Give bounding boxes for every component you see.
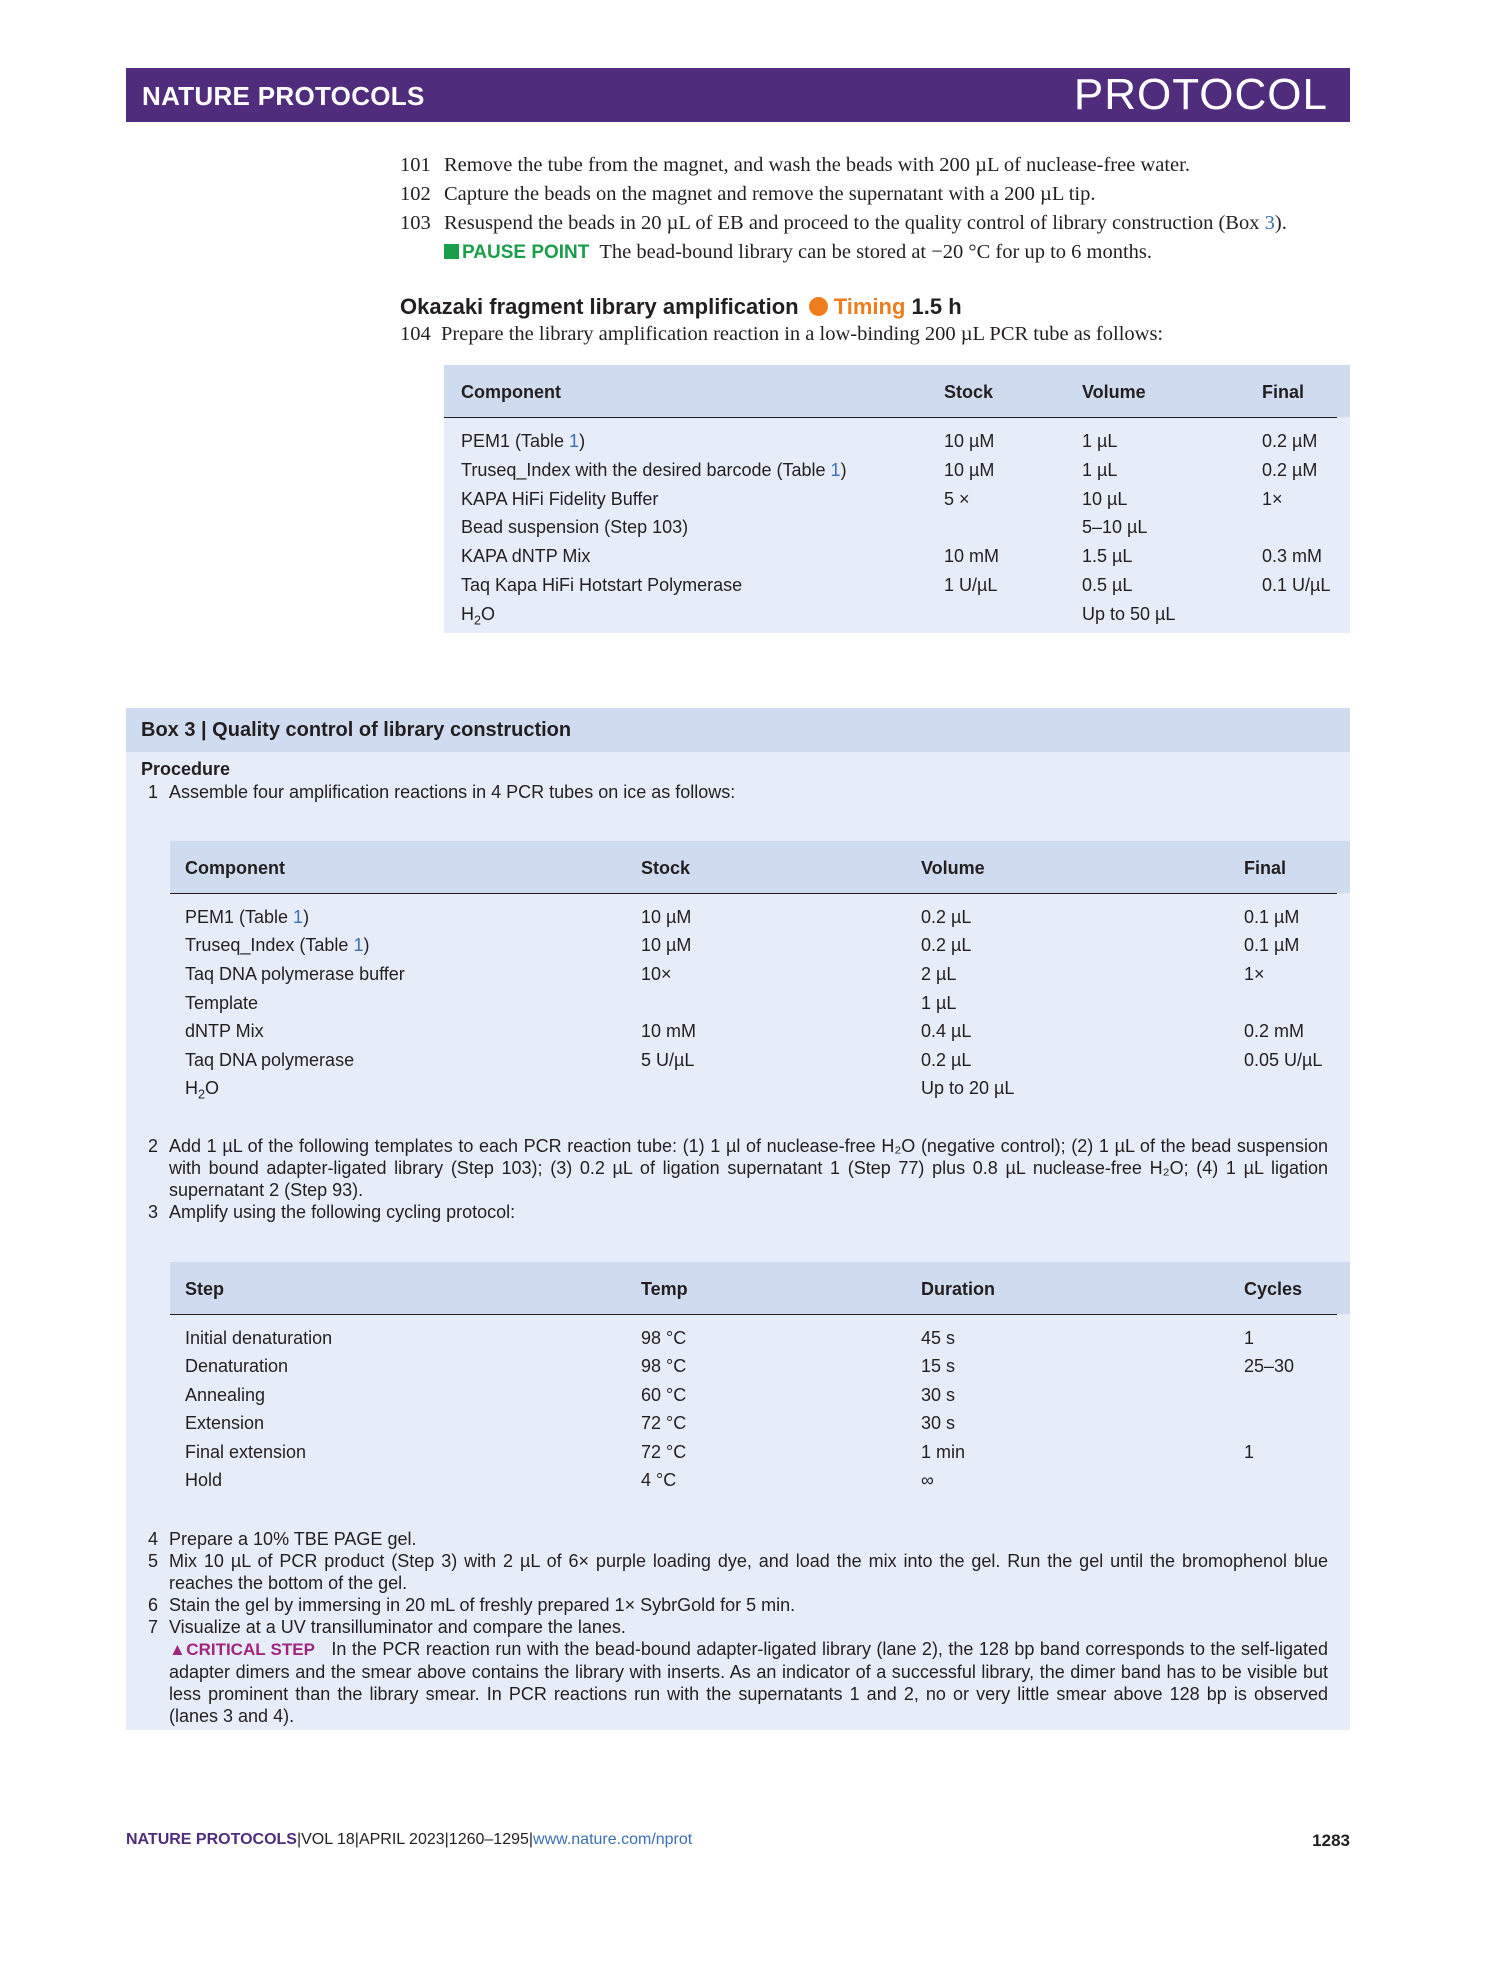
table-header: [444, 365, 1350, 417]
table-cell: 0.1 µM: [1244, 935, 1300, 955]
header-rule: [444, 417, 1337, 418]
table-cell: 1: [1244, 1328, 1255, 1348]
step-number: 102: [400, 183, 431, 205]
pause-point-label: PAUSE POINT: [462, 242, 590, 263]
critical-step: [169, 1638, 1328, 1727]
table-cell: 2 µL: [921, 964, 957, 984]
critical-step-text: In the PCR reaction run with the bead-bound adapter-ligated library (lane 2), the 128 bp band corresponds to the self-ligated adapter dimers and the smear above contains the library with inserts. As an indicator of a successful library, the dimer band has to be visible but less prominent than the library smear. In PCR reactions run with the supernatants 1 and 2, no or very little smear above 128 bp is observed (lanes 3 and 4).: [169, 1639, 1328, 1726]
section-heading: [400, 294, 962, 320]
header-volume: Volume: [921, 858, 985, 878]
step-text: Remove the tube from the magnet, and wash the beads with 200 µL of nuclease-free water.: [444, 154, 1190, 176]
header-stock: Stock: [641, 858, 691, 878]
table-cell: 10 µM: [641, 935, 692, 955]
table-row: Final extension: [185, 1442, 307, 1462]
table-cell: 0.4 µL: [921, 1021, 972, 1041]
step-104: [400, 323, 1163, 346]
box-item-2: [148, 1135, 1328, 1201]
item-text: Amplify using the following cycling protocol:: [169, 1202, 516, 1222]
table-cell: 10 mM: [944, 546, 1000, 566]
header-step: Step: [185, 1279, 225, 1299]
pause-square-icon: [444, 244, 459, 259]
header-final: Final: [1244, 858, 1287, 878]
table-cell: 4 °C: [641, 1470, 677, 1490]
box-item-5: [148, 1550, 1328, 1594]
protocol-steps: [400, 151, 1360, 267]
table-row: Taq DNA polymerase: [185, 1050, 355, 1070]
table-cell: 60 °C: [641, 1385, 687, 1405]
table-row: Bead suspension (Step 103): [461, 517, 689, 537]
table-cell: 1×: [1244, 964, 1265, 984]
table-cell: 5–10 µL: [1082, 517, 1148, 537]
section-title: Okazaki fragment library amplification: [400, 294, 799, 319]
table-cell: 1 µL: [1082, 460, 1118, 480]
table-1-link[interactable]: 1: [569, 431, 580, 451]
item-number: 5: [148, 1551, 159, 1571]
item-text: Visualize at a UV transilluminator and compare the lanes.: [169, 1617, 626, 1637]
table-cell: 0.2 µL: [921, 907, 972, 927]
table-row: Truseq_Index with the desired barcode (Table 1): [461, 460, 847, 480]
table-cell: Up to 20 µL: [921, 1078, 1015, 1098]
footer-pages: 1260–1295: [448, 1831, 529, 1848]
cycling-table: [170, 1262, 1350, 1492]
header-temp: Temp: [641, 1279, 688, 1299]
table-cell: 0.5 µL: [1082, 575, 1133, 595]
step-number: 101: [400, 154, 431, 176]
item-text: Assemble four amplification reactions in 4 PCR tubes on ice as follows:: [169, 782, 736, 802]
header-rule: [170, 893, 1337, 894]
header-volume: Volume: [1082, 382, 1146, 402]
procedure-heading: Procedure: [141, 759, 231, 779]
table-cell: 25–30: [1244, 1356, 1295, 1376]
table-cell: 30 s: [921, 1413, 956, 1433]
table-row: Extension: [185, 1413, 265, 1433]
table-cell: 0.1 µM: [1244, 907, 1300, 927]
table-cell: 5 ×: [944, 489, 970, 509]
table-row: Truseq_Index (Table 1): [185, 935, 370, 955]
table-cell: 10 µM: [641, 907, 692, 927]
box-title: Box 3 | Quality control of library construction: [141, 719, 572, 741]
step-102: [400, 180, 1360, 209]
item-number: 1: [148, 782, 159, 802]
table-header: [170, 841, 1350, 893]
table-cell: 98 °C: [641, 1356, 687, 1376]
table-row: Template: [185, 993, 259, 1013]
step-text-end: ).: [1274, 212, 1287, 234]
header-component: Component: [185, 858, 285, 878]
header-component: Component: [461, 382, 561, 402]
table-cell: 1 µL: [1082, 431, 1118, 451]
table-cell: ∞: [921, 1470, 934, 1490]
header-stock: Stock: [944, 382, 994, 402]
page-footer: NATURE PROTOCOLS|VOL 18|APRIL 2023|1260–1295|www.nature.com/nprot 1283: [126, 1831, 1350, 1850]
table-cell: 0.2 µL: [921, 1050, 972, 1070]
step-101: [400, 151, 1360, 180]
table-cell: 15 s: [921, 1356, 956, 1376]
article-type: PROTOCOL: [1073, 70, 1328, 119]
table-cell: 0.3 mM: [1262, 546, 1323, 566]
table-cell: 0.2 mM: [1244, 1021, 1305, 1041]
table-cell: 10 µM: [944, 460, 995, 480]
item-text: Stain the gel by immersing in 20 mL of freshly prepared 1× SybrGold for 5 min.: [169, 1595, 796, 1615]
table-row: Taq Kapa HiFi Hotstart Polymerase: [461, 575, 743, 595]
box-3: [126, 708, 1350, 1730]
page-number: 1283: [1312, 1831, 1350, 1850]
item-text: Prepare a 10% TBE PAGE gel.: [169, 1529, 417, 1549]
header-cycles: Cycles: [1244, 1279, 1303, 1299]
table-1-link[interactable]: 1: [293, 907, 304, 927]
table-row: Initial denaturation: [185, 1328, 333, 1348]
table-cell: 10 mM: [641, 1021, 697, 1041]
item-number: 6: [148, 1595, 159, 1615]
step-number: 103: [400, 212, 431, 234]
table-cell: 5 U/µL: [641, 1050, 695, 1070]
step-text: Capture the beads on the magnet and remove the supernatant with a 200 µL tip.: [444, 183, 1096, 205]
table-cell: 10 µM: [944, 431, 995, 451]
step-103: [400, 209, 1360, 238]
table-row: dNTP Mix: [185, 1021, 264, 1041]
table-cell: 72 °C: [641, 1442, 687, 1462]
footer-url-link[interactable]: www.nature.com/nprot: [533, 1831, 693, 1848]
timing-value: 1.5 h: [911, 294, 962, 319]
item-number: 4: [148, 1529, 159, 1549]
table-row: Hold: [185, 1470, 223, 1490]
table-cell: 72 °C: [641, 1413, 687, 1433]
journal-name: NATURE PROTOCOLS: [142, 81, 425, 111]
table-cell: 0.2 µL: [921, 935, 972, 955]
table-cell: 45 s: [921, 1328, 956, 1348]
footer-date: APRIL 2023: [358, 1831, 445, 1848]
item-text: Mix 10 µL of PCR product (Step 3) with 2 µL of 6× purple loading dye, and load the mix into the gel. Run the gel until the bromophenol blue reaches the bottom of the gel.: [169, 1551, 1328, 1593]
table-row: $H_2O$: [461, 604, 496, 628]
table-cell: 1: [1244, 1442, 1255, 1462]
table-row: PEM1 (Table 1): [185, 907, 310, 927]
table-cell: 1.5 µL: [1082, 546, 1133, 566]
table-row: KAPA HiFi Fidelity Buffer: [461, 489, 659, 509]
pause-point: [400, 238, 1360, 267]
table-cell: 10×: [641, 964, 672, 984]
footer-journal: NATURE PROTOCOLS: [126, 1831, 297, 1848]
table-header: [170, 1262, 1350, 1314]
timing-dot-icon: [809, 297, 828, 316]
table-1-link[interactable]: 1: [353, 935, 364, 955]
table-row: Taq DNA polymerase buffer: [185, 964, 405, 984]
header-final: Final: [1262, 382, 1305, 402]
step-text: Resuspend the beads in 20 µL of EB and proceed to the quality control of library construction (Box: [444, 212, 1265, 234]
qc-reaction-table: [170, 841, 1350, 1102]
table-cell: 0.2 µM: [1262, 431, 1318, 451]
item-number: 3: [148, 1202, 159, 1222]
step-number: 104: [400, 323, 431, 345]
table-cell: 30 s: [921, 1385, 956, 1405]
pause-point-text: The bead-bound library can be stored at −20 °C for up to 6 months.: [599, 241, 1153, 263]
table-cell: 1 min: [921, 1442, 966, 1462]
table-cell: 1 U/µL: [944, 575, 998, 595]
table-cell: 98 °C: [641, 1328, 687, 1348]
step-text: Prepare the library amplification reaction in a low-binding 200 µL PCR tube as follows:: [441, 323, 1164, 345]
table-cell: 1×: [1262, 489, 1283, 509]
table-row: KAPA dNTP Mix: [461, 546, 591, 566]
table-cell: 10 µL: [1082, 489, 1128, 509]
journal-header-bar: [126, 68, 1350, 122]
table-cell: 0.1 U/µL: [1262, 575, 1331, 595]
item-number: 7: [148, 1617, 159, 1637]
timing-label: Timing: [833, 294, 906, 319]
table-cell: Up to 50 µL: [1082, 604, 1176, 624]
table-row: PEM1 (Table 1): [461, 431, 586, 451]
critical-step-label: ▲CRITICAL STEP: [169, 1640, 315, 1659]
amplification-table: [444, 365, 1350, 633]
table-row: Denaturation: [185, 1356, 289, 1376]
table-cell: 1 µL: [921, 993, 957, 1013]
header-rule: [170, 1314, 1337, 1315]
item-text: Add 1 µL of the following templates to each PCR reaction tube: (1) 1 µl of nuclease-free H₂O (negative control); (2) 1 µL of the bead suspension with bound adapter-ligated library (Step 103); (3) 0.2 µL of ligation supernatant 1 (Step 77) plus 0.8 µL nuclease-free H₂O; (4) 1 µL ligation supernatant 2 (Step 93).: [169, 1136, 1328, 1200]
item-number: 2: [148, 1136, 159, 1156]
box-3-link[interactable]: 3: [1264, 212, 1275, 234]
table-cell: 0.2 µM: [1262, 460, 1318, 480]
header-duration: Duration: [921, 1279, 995, 1299]
table-1-link[interactable]: 1: [830, 460, 841, 480]
table-row: $H_2O$: [185, 1078, 220, 1102]
table-row: Annealing: [185, 1385, 266, 1405]
box-title-bar: [126, 708, 1350, 752]
footer-volume: VOL 18: [301, 1831, 355, 1848]
table-cell: 0.05 U/µL: [1244, 1050, 1323, 1070]
